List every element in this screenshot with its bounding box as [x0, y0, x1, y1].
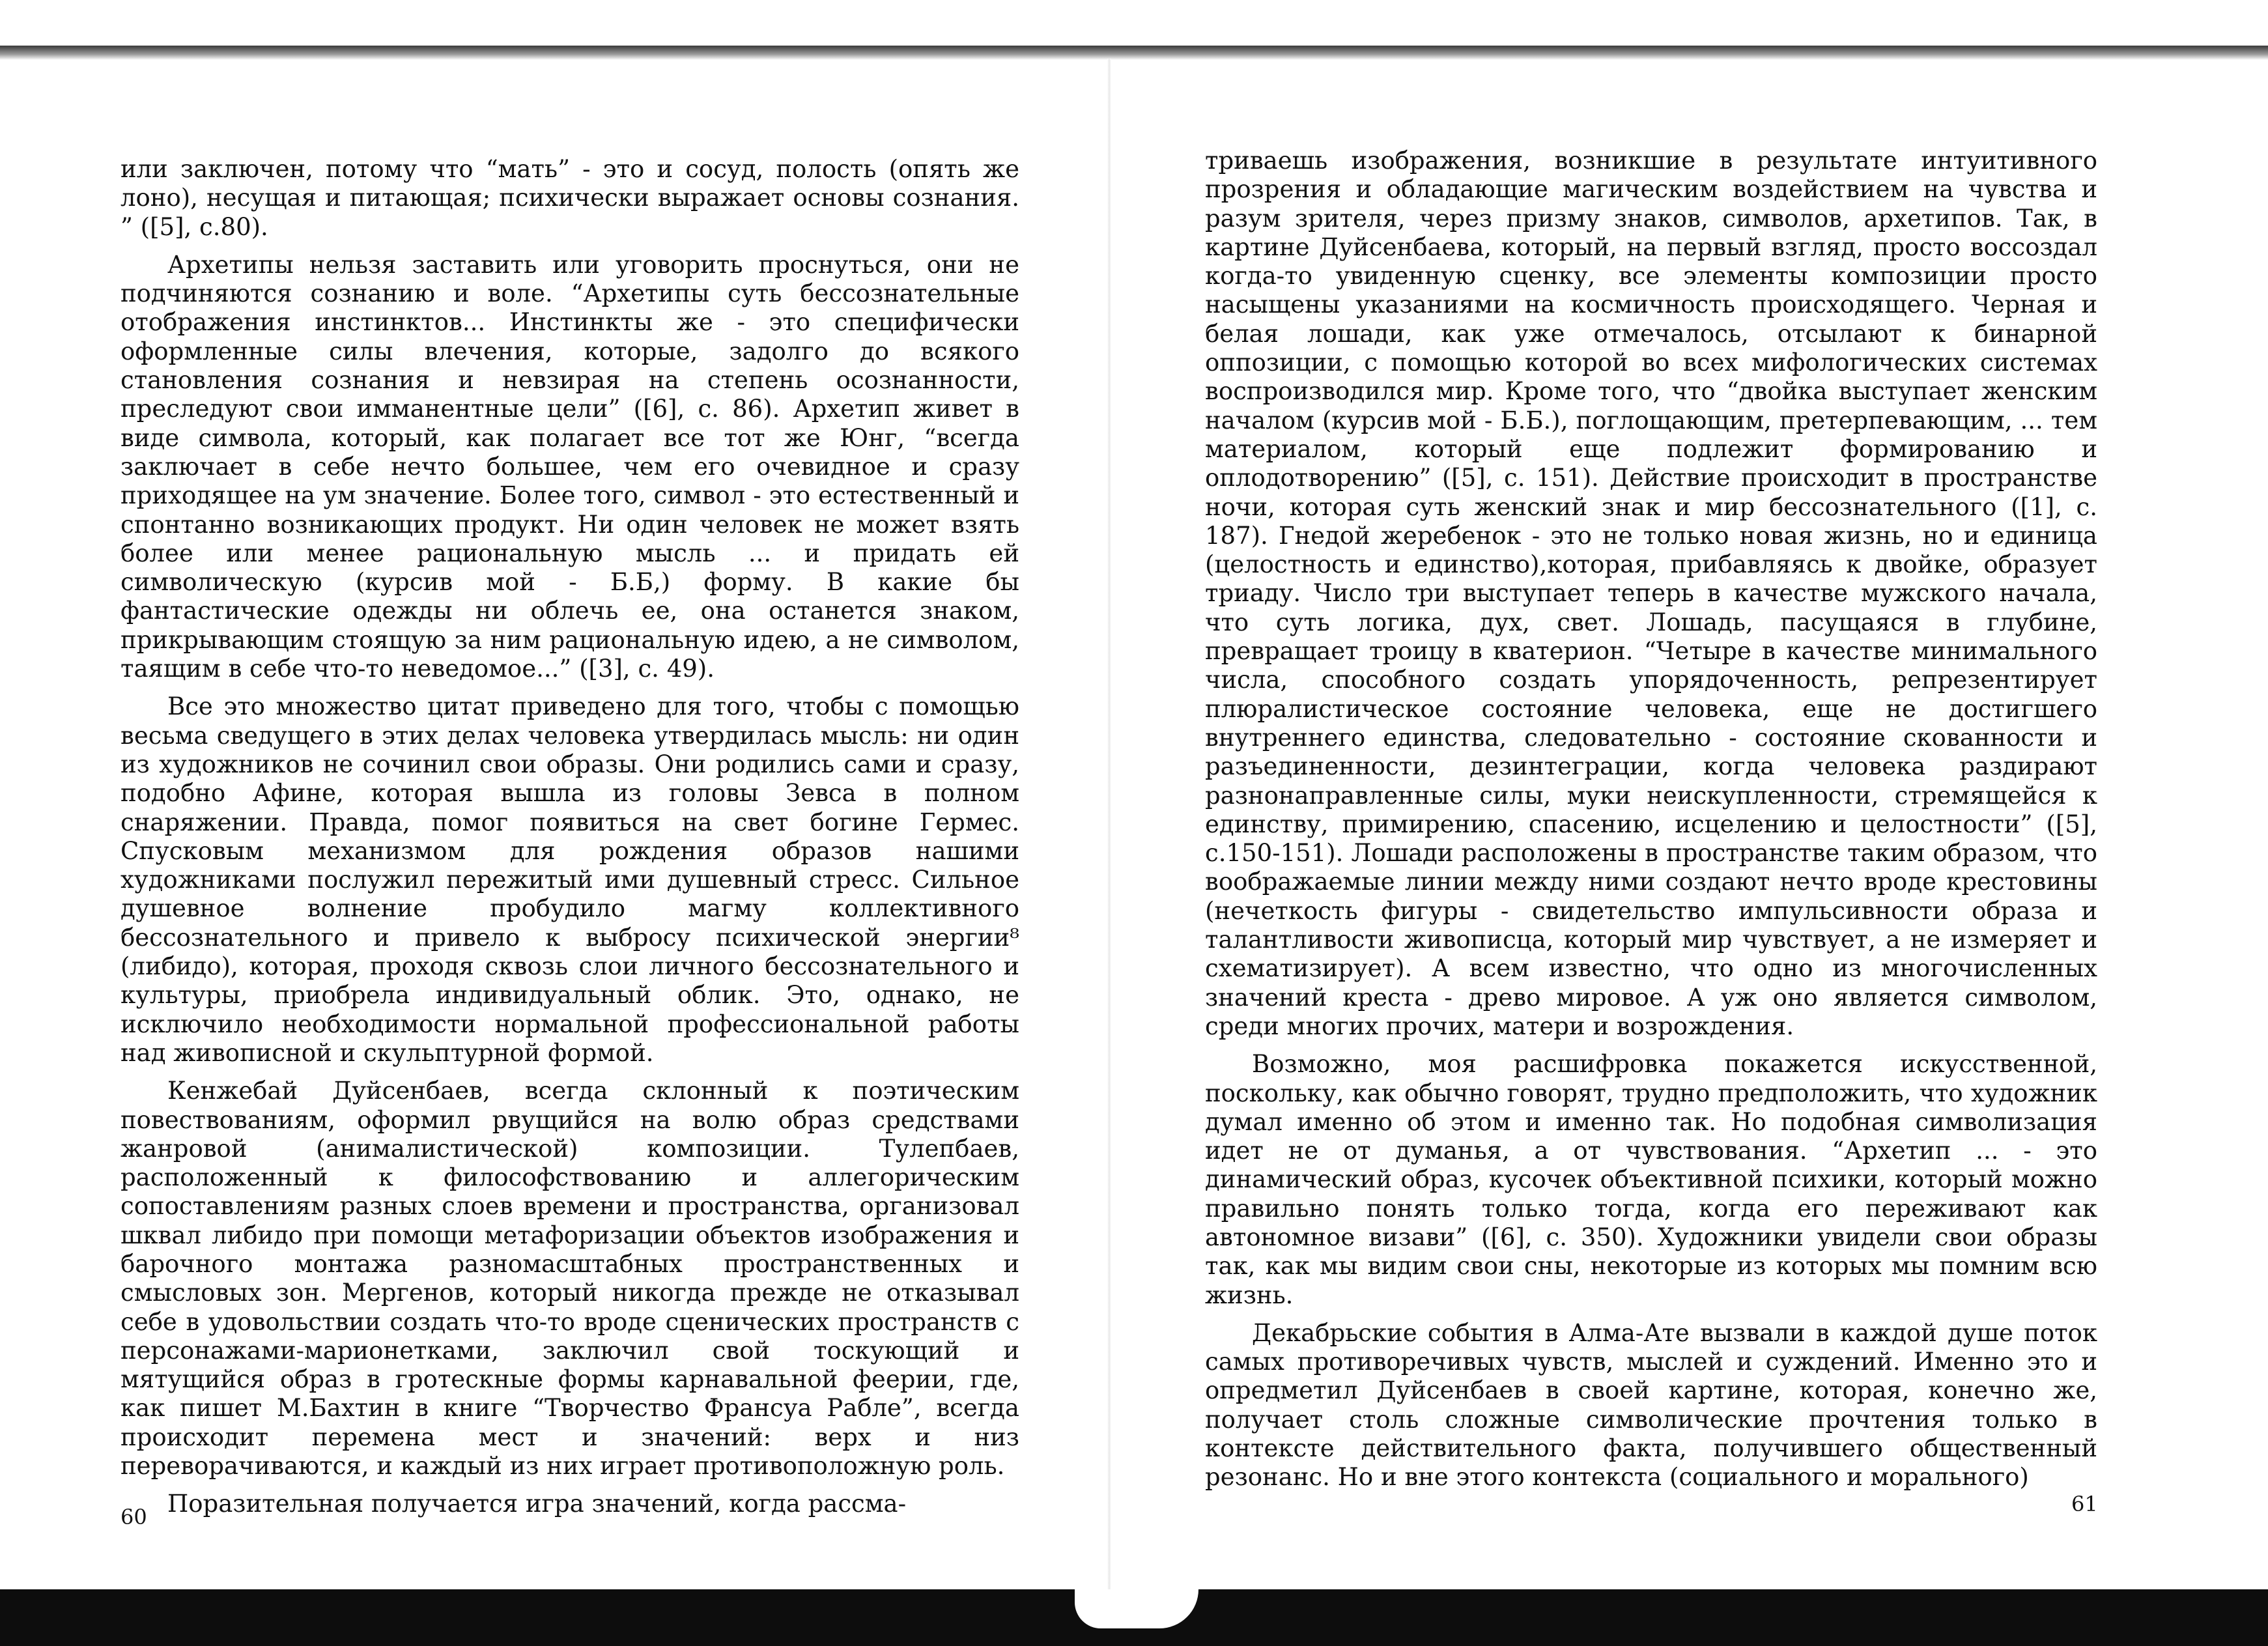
scan-bottom-notch [1075, 1589, 1198, 1628]
paragraph: Архетипы нельзя заставить или уговорить проснуться, они не подчиняются сознанию и воле. “Архетипы суть бессознательные отображения инстинктов... Инстинкты же - это специфически оформленные силы влечения, которые, задолго до всякого становления сознания и невзирая на степень осознанности, преследуют свои имманентные цели” ([6], с. 86). Архетип живет в виде символа, который, как полагает все тот же Юнг, “всегда заключает в себе нечто большее, чем его очевидное и сразу приходящее на ум значение. Более того, символ - это естественный и спонтанно возникающих продукт. Ни один человек не может взять более или менее рациональную мысль ... и придать ей символическую (курсив мой - Б.Б,) форму. В какие бы фантастические одежды ни облечь ее, она останется знаком, прикрывающим стоящую за ним рациональную идею, а не символом, таящим в себе что-то неведомое...” ([3], с. 49). [120, 250, 1019, 683]
paragraph: Возможно, моя расшифровка покажется искусственной, поскольку, как обычно говорят, трудно предположить, что художник думал именно об этом и именно так. Но подобная символизация идет не от думанья, а от чувствования. “Архетип ... - это динамический образ, кусочек объективной психики, который можно правильно понять только тогда, когда его переживают как автономное визави” ([6], с. 350). Художники увидели свои образы так, как мы видим свои сны, некоторые из которых мы помним всю жизнь. [1205, 1050, 2097, 1309]
page-number: 60 [120, 1505, 147, 1529]
paragraph: Все это множество цитат приведено для того, чтобы с помощью весьма сведущего в этих делах человека утвердилась мысль: ни один из художников не сочинил свои образы. Они родились сами и сразу, подобно Афине, которая вышла из головы Зевса в полном снаряжении. Правда, помог появиться на свет богине Гермес. Спусковым механизмом для рождения образов нашими художниками послужил пережитый ими душевный стресс. Сильное душевное волнение пробудило магму коллективного бессознательного и привело к выбросу психической энергии⁸ (либидо), которая, проходя сквозь слои личного бессознательного и культуры, приобрела индивидуальный облик. Это, однако, не исключило необходимости нормальной профессиональной работы над живописной и скульптурной формой. [120, 692, 1019, 1067]
paragraph: Поразительная получается игра значений, когда рассма- [167, 1490, 907, 1518]
paragraph: или заключен, потому что “мать” - это и сосуд, полость (опять же лоно), несущая и питающая; психически выражает основы сознания. ” ([5], с.80). [120, 155, 1019, 241]
paragraph: Кенжебай Дуйсенбаев, всегда склонный к поэтическим повествованиям, оформил рвущийся на волю образ средствами жанровой (анималистической) композиции. Тулепбаев, расположенный к философствованию и аллегорическим сопоставлениям разных слоев времени и пространства, организовал шквал либидо при помощи метафоризации объектов изображения и барочного монтажа разномасштабных пространственных и смысловых зон. Мергенов, который никогда прежде не отказывал себе в удовольствии создать что-то вроде сценических пространств с персонажами-марионетками, заключил свой тоскующий и мятущийся образ в гротескные формы карнавальной феерии, где, как пишет М.Бахтин в книге “Творчество Франсуа Рабле”, всегда происходит перемена мест и значений: верх и низ переворачиваются, и каждый из них играет противоположную роль. [120, 1077, 1019, 1481]
spine-fold [1107, 59, 1111, 1589]
paragraph: Декабрьские события в Алма-Ате вызвали в каждой душе поток самых противоречивых чувств, мыслей и суждений. Именно это и опредметил Дуйсенбаев в своей картине, которая, конечно же, получает столь сложные символические прочтения только в контексте действительного факта, получившего общественный резонанс. Но и вне этого контекста (социального и морального) [1205, 1318, 2097, 1492]
scan-top-edge [0, 46, 2268, 60]
paragraph: триваешь изображения, возникшие в результате интуитивного прозрения и обладающие магическим воздействием на чувства и разум зрителя, через призму знаков, символов, архетипов. Так, в картине Дуйсенбаева, который, на первый взгляд, просто воссоздал когда-то увиденную сценку, все элементы композиции просто насыщены указаниями на космичность происходящего. Черная и белая лошади, как уже отмечалось, отсылают к бинарной оппозиции, с помощью которой во всех мифологических системах воспроизводился мир. Кроме того, что “двойка выступает женским началом (курсив мой - Б.Б.), поглощающим, претерпевающим, ... тем материалом, который еще подлежит формированию и оплодотворению” ([5], с. 151). Действие происходит в пространстве ночи, которая суть женский знак и мир бессознательного ([1], с. 187). Гнедой жеребенок - это не только новая жизнь, но и единица (целостность и единство),которая, прибавляясь к двойке, образует триаду. Число три выступает теперь в качестве мужского начала, что суть логика, дух, свет. Лошадь, пасущаяся в глубине, превращает троицу в кватерион. “Четыре в качестве минимального числа, способного создать упорядоченность, репрезентирует плюралистическое состояние человека, еще не достигшего внутреннего единства, следовательно - состояние скованности и разъединенности, дезинтеграции, когда человека раздирают разнонаправленные силы, муки неискупленности, стремящейся к единству, примирению, спасению, исцелению и целостности” ([5], с.150-151). Лошади расположены в пространстве таким образом, что воображаемые линии между ними создают нечто вроде крестовины (нечеткость фигуры - свидетельство импульсивности образа и талантливости живописца, который мир чувствует, а не измеряет и схематизирует). А всем известно, что одно из многочисленных значений креста - древо мировое. А уж оно является символом, среди многих прочих, матери и возрождения. [1205, 147, 2097, 1040]
page-number: 61 [2071, 1492, 2098, 1516]
left-text-column [120, 155, 1019, 1519]
right-text-column [1205, 147, 2097, 1492]
